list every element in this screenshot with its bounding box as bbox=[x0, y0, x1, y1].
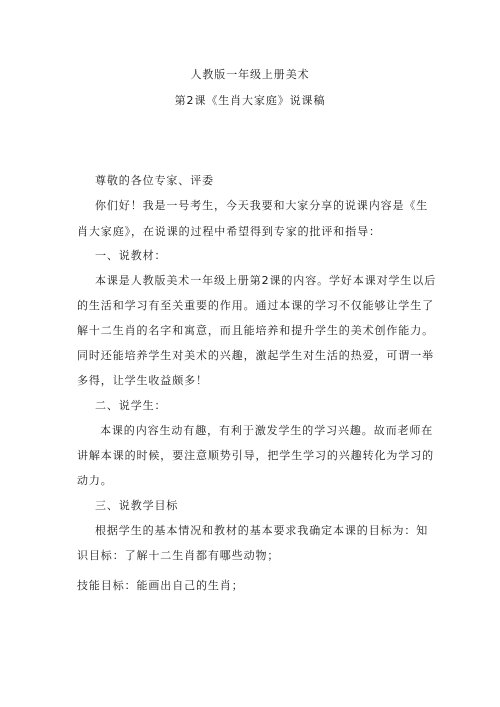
intro-line-2: 肖大家庭》，在说课的过程中希望得到专家的批评和指导： bbox=[77, 225, 381, 238]
section1-line-3: 解十二生肖的名字和寓意，而且能培养和提升学生的美术创作能力。 bbox=[77, 324, 434, 337]
section3-line-1: 根据学生的基本情况和教材的基本要求我确定本课的目标为：知 bbox=[95, 524, 429, 537]
intro-line-1: 你们好！我是一号考生，今天我要和大家分享的说课内容是《生 bbox=[95, 199, 429, 212]
section2-line-3: 动力。 bbox=[77, 474, 113, 487]
section1-line-1: 本课是人教版美术一年级上册第2课的内容。学好本课对学生以后 bbox=[95, 274, 437, 287]
section1-line-2: 的生活和学习有至关重要的作用。通过本课的学习不仅能够让学生了 bbox=[77, 299, 434, 312]
section1-heading: 一、说教材： bbox=[95, 249, 167, 262]
section3-line-2: 识目标：了解十二生肖都有哪些动物； bbox=[77, 549, 280, 562]
section2-heading: 二、说学生： bbox=[95, 399, 167, 412]
document-subtitle: 第2课《生肖大家庭》说课稿 bbox=[174, 94, 326, 107]
section1-line-5: 多得，让学生收益颇多！ bbox=[77, 374, 208, 387]
greeting: 尊敬的各位专家、评委 bbox=[95, 174, 214, 187]
section1-line-4: 同时还能培养学生对美术的兴趣，激起学生对生活的热爱，可谓一举 bbox=[77, 349, 434, 362]
section3-skill-goal: 技能目标：能画出自己的生肖； bbox=[77, 579, 244, 592]
section2-line-2: 讲解本课的时候，要注意顺势引导，把学生学习的兴趣转化为学习的 bbox=[77, 449, 434, 462]
section3-heading: 三、说教学目标 bbox=[95, 499, 179, 512]
section2-line-1: 本课的内容生动有趣，有利于激发学生的学习兴趣。故而老师在 bbox=[100, 424, 434, 437]
document-title: 人教版一年级上册美术 bbox=[190, 68, 310, 81]
